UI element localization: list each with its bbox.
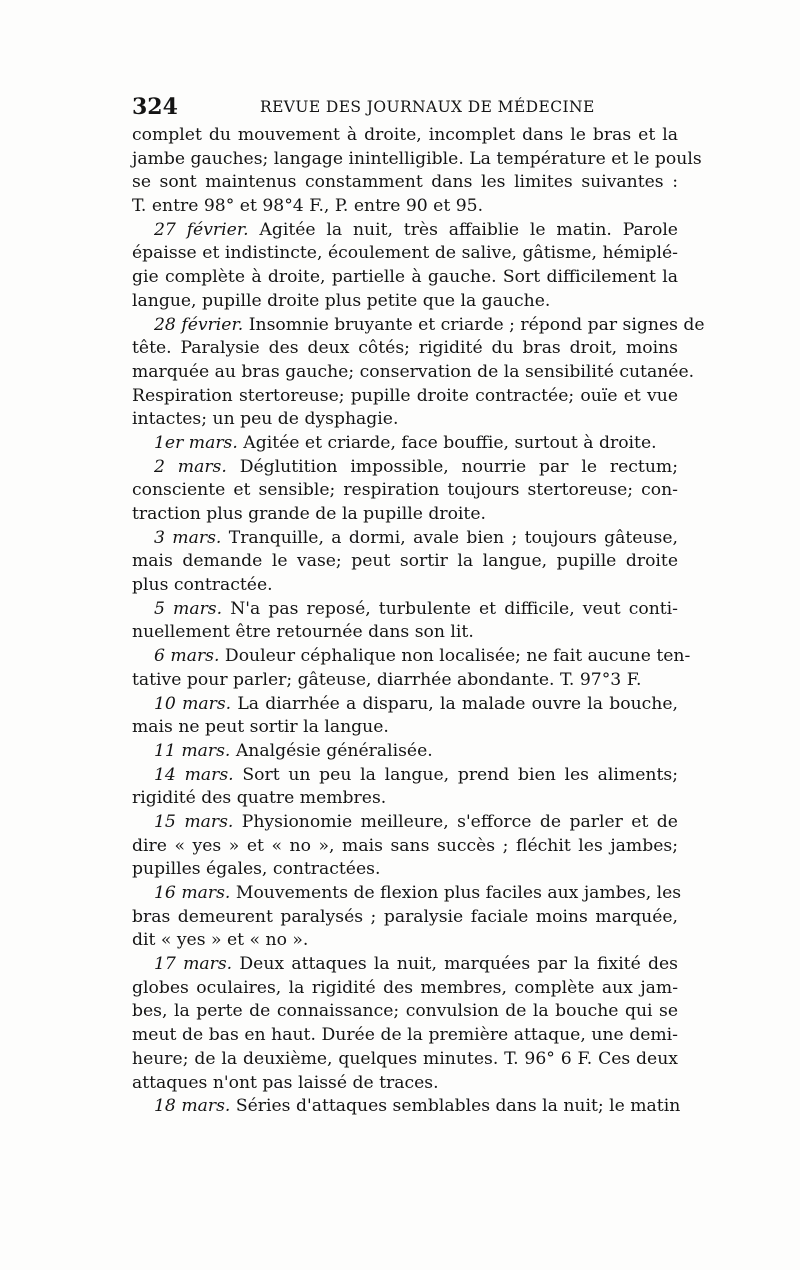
- line-text: mais ne peut sortir la langue.: [132, 717, 389, 738]
- line-text: N'a pas reposé, turbulente et difficile, veut conti-: [222, 598, 678, 619]
- line-text: complet du mouvement à droite, incomplet dans le bras et la: [132, 125, 678, 145]
- line-text: Agitée la nuit, très affaiblie le matin. Parole: [248, 219, 678, 240]
- text-line: [132, 858, 678, 882]
- text-line: [132, 645, 691, 669]
- line-text: bes, la perte de connaissance; convulsion de la bouche qui se: [132, 1001, 678, 1022]
- text-line: [132, 977, 678, 1001]
- text-line: [132, 527, 678, 551]
- entry-date: 28 février.: [154, 314, 244, 335]
- text-line: [132, 456, 678, 480]
- page-number: 324: [132, 94, 178, 120]
- line-text: Séries d'attaques semblables dans la nuit; le matin: [230, 1096, 681, 1117]
- text-line: [132, 195, 678, 219]
- line-text: tête. Paralysie des deux côtés; rigidité du bras droit, moins: [132, 338, 678, 359]
- text-line: [132, 337, 678, 361]
- text-line: [132, 669, 678, 693]
- text-line: [132, 1024, 678, 1048]
- entry-date: 6 mars.: [154, 646, 220, 667]
- text-line: [132, 953, 678, 977]
- line-text: dire « yes » et « no », mais sans succès ; fléchit les jambes;: [132, 835, 678, 856]
- line-text: tative pour parler; gâteuse, diarrhée abondante. T. 97°3 F.: [132, 669, 642, 690]
- entry-date: 16 mars.: [154, 883, 231, 903]
- text-line: [132, 764, 678, 788]
- text-line: [132, 361, 695, 385]
- text-line: [132, 716, 678, 740]
- text-line: [132, 882, 682, 906]
- line-text: heure; de la deuxième, quelques minutes. T. 96° 6 F. Ces deux: [132, 1048, 678, 1069]
- line-text: mais demande le vase; peut sortir la langue, pupille droite: [132, 551, 678, 572]
- line-text: marquée au bras gauche; conservation de la sensibilité cutanée.: [132, 361, 695, 382]
- line-text: pupilles égales, contractées.: [132, 859, 381, 880]
- text-line: [132, 787, 678, 811]
- text-line: [132, 432, 678, 456]
- line-text: Agitée et criarde, face bouffie, surtout à droite.: [237, 432, 657, 453]
- entry-date: 3 mars.: [154, 527, 222, 548]
- entry-date: 18 mars.: [154, 1096, 231, 1117]
- line-text: gie complète à droite, partielle à gauche. Sort difficilement la: [132, 267, 678, 288]
- line-text: Douleur céphalique non localisée; ne fait aucune ten-: [219, 646, 691, 667]
- line-text: Tranquille, a dormi, avale bien ; toujours gâteuse,: [221, 527, 678, 548]
- text-line: [132, 242, 678, 266]
- line-text: plus contractée.: [132, 575, 273, 596]
- text-line: [132, 385, 678, 409]
- text-line: [132, 148, 702, 172]
- line-text: rigidité des quatre membres.: [132, 788, 387, 809]
- text-line: [132, 574, 678, 598]
- line-text: Deux attaques la nuit, marquées par la fixité des: [232, 954, 678, 975]
- line-text: Sort un peu la langue, prend bien les aliments;: [233, 764, 678, 785]
- text-line: [132, 479, 678, 503]
- text-line: [132, 598, 678, 622]
- line-text: se sont maintenus constamment dans les limites suivantes :: [132, 172, 678, 193]
- line-text: jambe gauches; langage inintelligible. La température et le pouls: [132, 148, 702, 169]
- line-text: épaisse et indistincte, écoulement de salive, gâtisme, hémiplé-: [132, 243, 678, 264]
- entry-date: 2 mars.: [154, 456, 227, 477]
- entry-date: 27 février.: [154, 219, 249, 240]
- text-line: [132, 811, 678, 835]
- text-line: [132, 693, 678, 717]
- text-line: [132, 290, 678, 314]
- text-line: [132, 550, 678, 574]
- line-text: Respiration stertoreuse; pupille droite contractée; ouïe et vue: [132, 385, 678, 406]
- text-line: [132, 906, 678, 930]
- line-text: consciente et sensible; respiration toujours stertoreuse; con-: [132, 480, 678, 501]
- line-text: La diarrhée a disparu, la malade ouvre la bouche,: [231, 693, 678, 714]
- line-text: globes oculaires, la rigidité des membres, complète aux jam-: [132, 977, 678, 998]
- text-line: [132, 740, 678, 764]
- text-line: [132, 1072, 678, 1096]
- entry-date: 14 mars.: [154, 764, 234, 785]
- text-line: [132, 408, 678, 432]
- body-text: [132, 124, 705, 1119]
- line-text: meut de bas en haut. Durée de la première attaque, une demi-: [132, 1025, 678, 1046]
- text-line: [132, 621, 678, 645]
- text-line: [132, 1000, 678, 1024]
- line-text: attaques n'ont pas laissé de traces.: [132, 1072, 439, 1093]
- line-text: Mouvements de flexion plus faciles aux jambes, les: [230, 883, 682, 903]
- text-line: [132, 266, 678, 290]
- line-text: nuellement être retournée dans son lit.: [132, 622, 474, 643]
- line-text: T. entre 98° et 98°4 F., P. entre 90 et 95.: [132, 196, 484, 217]
- line-text: Déglutition impossible, nourrie par le rectum;: [226, 456, 678, 477]
- running-head: REVUE DES JOURNAUX DE MÉDECINE: [260, 98, 595, 116]
- entry-date: 11 mars.: [154, 740, 231, 761]
- line-text: intactes; un peu de dysphagie.: [132, 409, 399, 430]
- text-line: [132, 835, 678, 859]
- line-text: langue, pupille droite plus petite que la gauche.: [132, 290, 551, 311]
- line-text: traction plus grande de la pupille droite.: [132, 504, 486, 524]
- text-line: [132, 929, 678, 953]
- entry-date: 1er mars.: [154, 432, 238, 453]
- line-text: dit « yes » et « no ».: [132, 930, 309, 951]
- text-line: [132, 219, 678, 243]
- entry-date: 17 mars.: [154, 954, 233, 975]
- entry-date: 15 mars.: [154, 811, 234, 832]
- entry-date: 10 mars.: [154, 693, 232, 714]
- line-text: Analgésie généralisée.: [230, 740, 433, 761]
- text-line: [132, 314, 705, 338]
- text-line: [132, 1048, 678, 1072]
- line-text: Insomnie bruyante et criarde ; répond par signes de: [243, 314, 705, 335]
- page-header: [132, 94, 672, 124]
- line-text: bras demeurent paralysés ; paralysie faciale moins marquée,: [132, 906, 678, 927]
- text-line: [132, 171, 678, 195]
- entry-date: 5 mars.: [154, 598, 223, 619]
- text-line: [132, 124, 678, 148]
- text-line: [132, 1095, 681, 1119]
- line-text: Physionomie meilleure, s'efforce de parler et de: [233, 811, 678, 832]
- text-line: [132, 503, 678, 527]
